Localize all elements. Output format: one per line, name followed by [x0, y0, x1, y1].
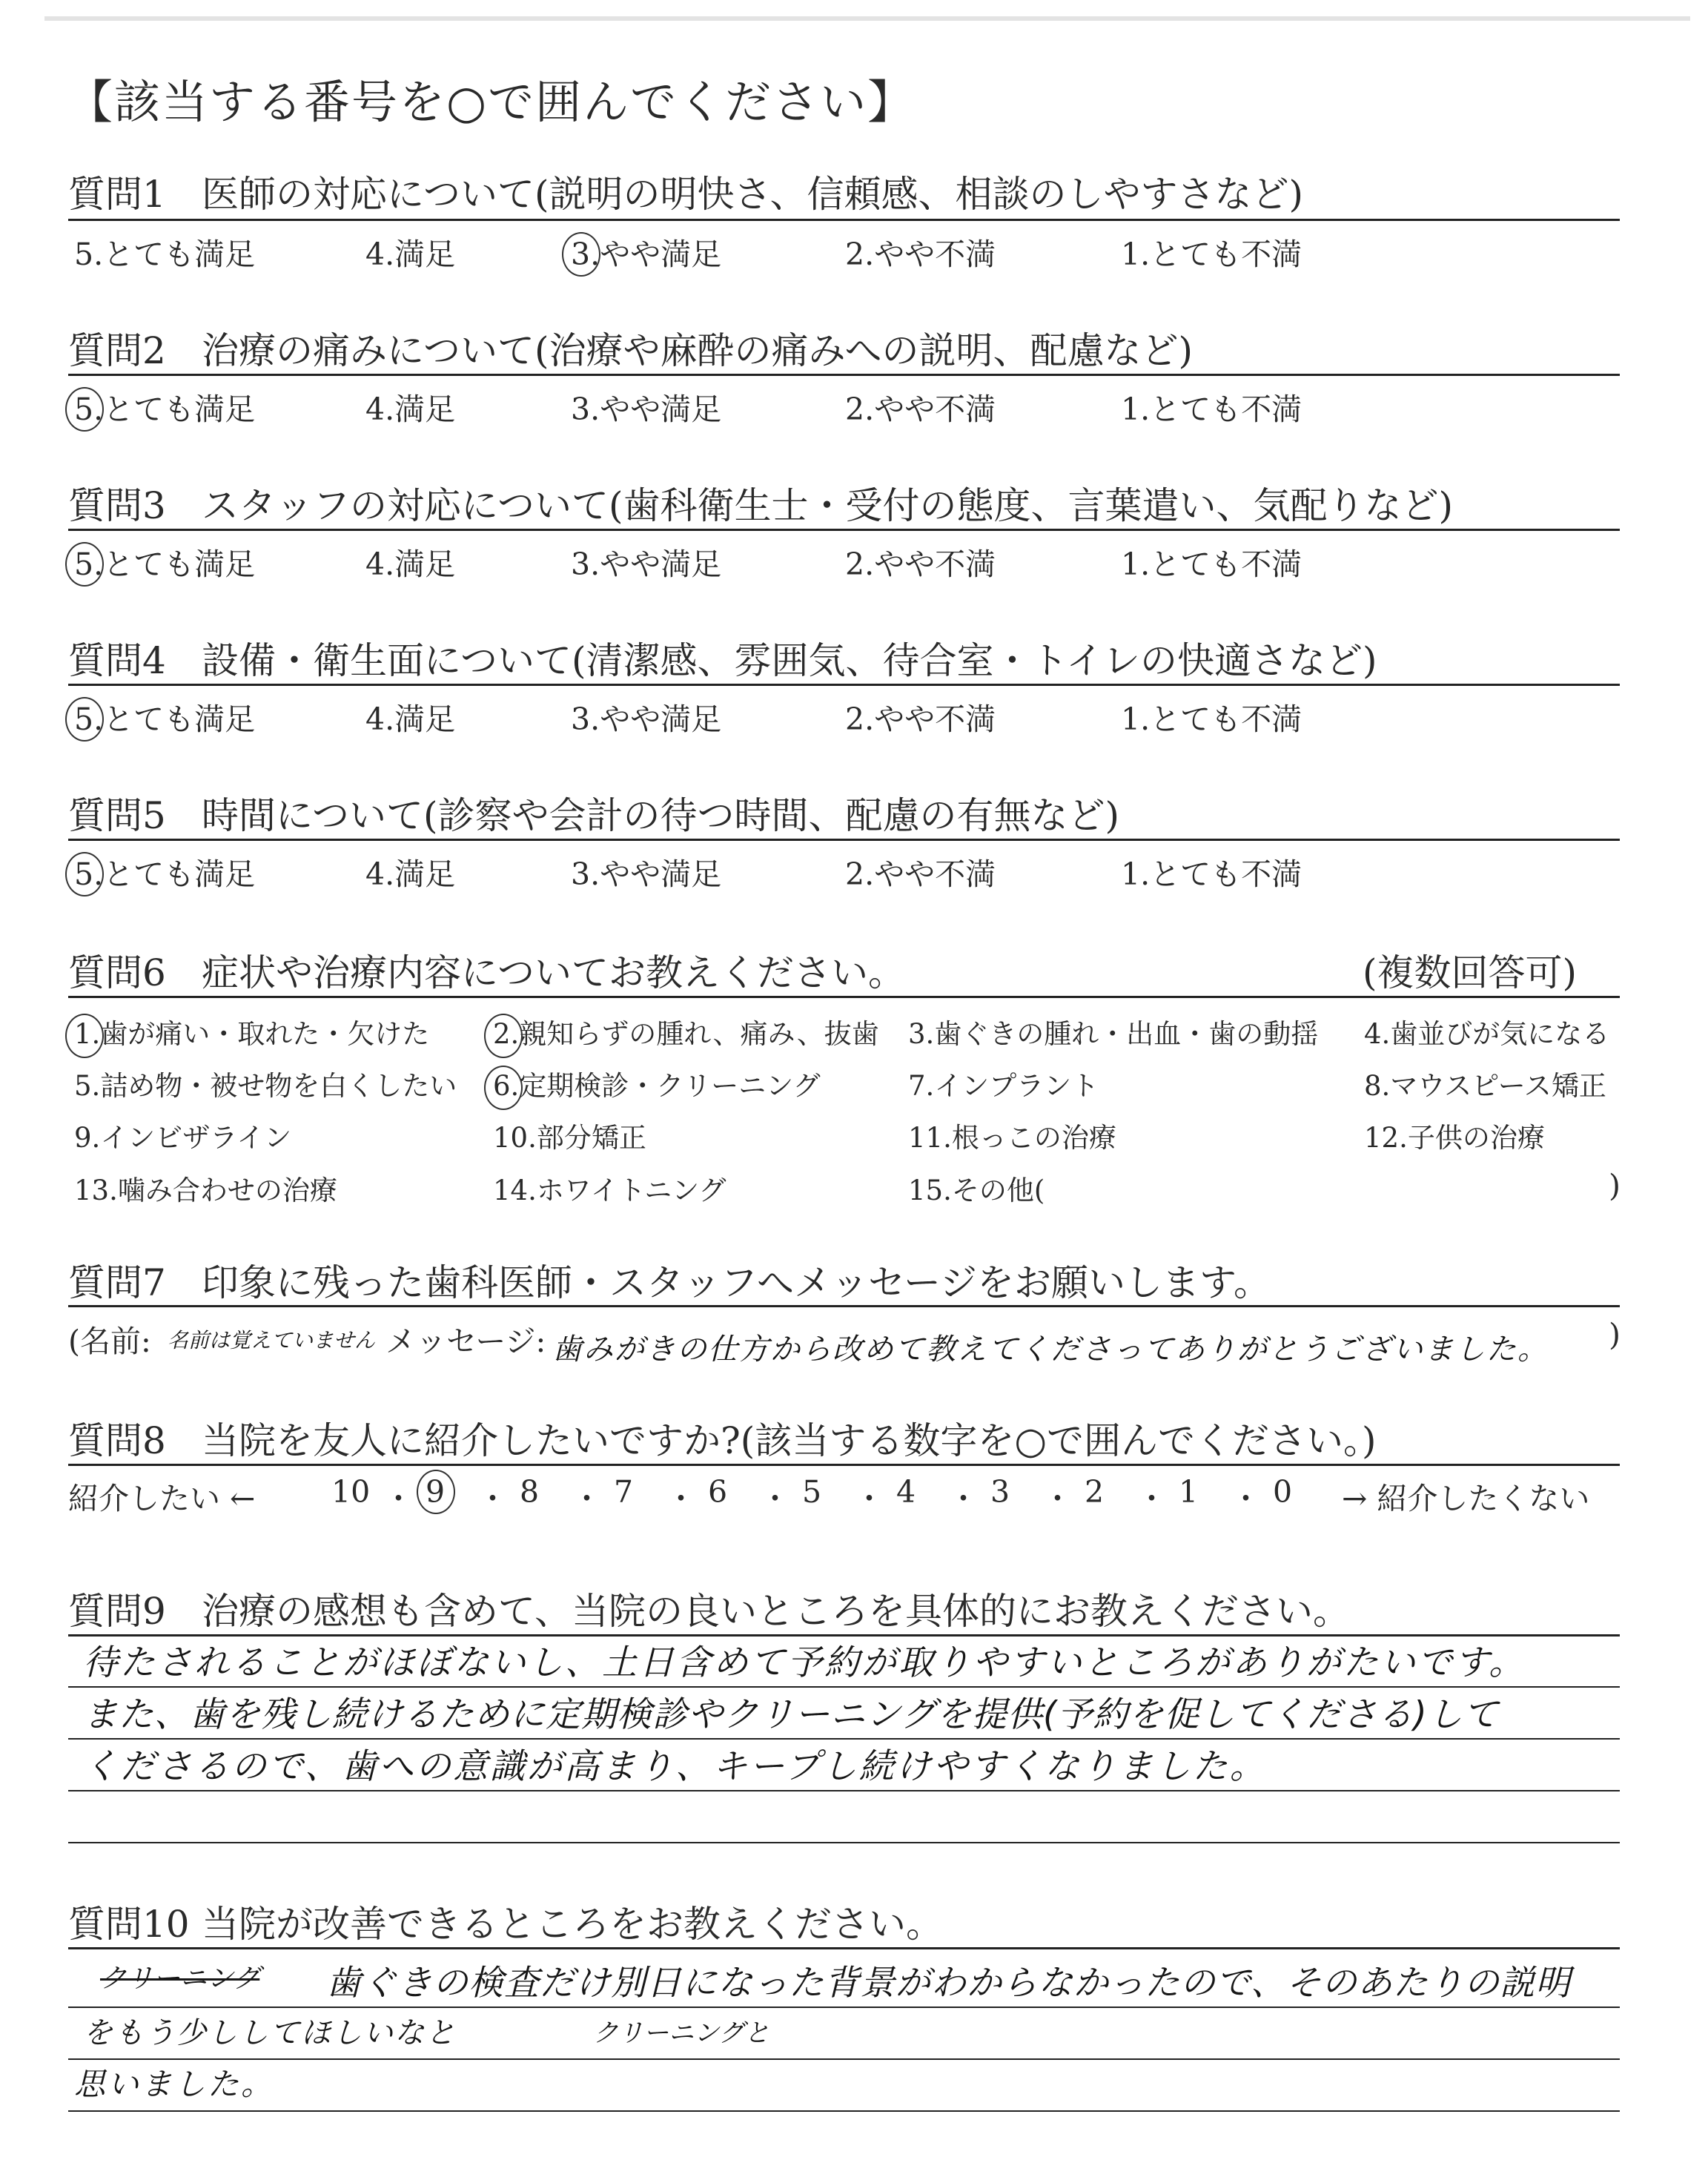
q5-option-2[interactable]: [845, 850, 996, 894]
scale-value-7[interactable]: 7: [614, 1474, 634, 1510]
option-number: 5.: [74, 701, 104, 737]
question-5-title: 質問5 時間について(診察や会計の待つ時間、配慮の有無など): [68, 794, 1120, 837]
q10-insertion: クリーニングと: [593, 2018, 769, 2048]
q9-line-4: [68, 1790, 1620, 1791]
scale-separator: ・: [383, 1481, 414, 1516]
option-label: とても満足: [103, 856, 256, 892]
scale-value-1[interactable]: 1: [1179, 1474, 1199, 1510]
q6-option-2[interactable]: [493, 1011, 879, 1051]
option-number: 5.: [74, 856, 104, 892]
option-label: やや不満: [874, 856, 996, 892]
q9-answer-line-1: 待たされることがほぼないし、土日含めて予約が取りやすいところがありがたいです。: [83, 1642, 1526, 1683]
option-number: 1.: [1121, 392, 1151, 427]
q4-option-2[interactable]: [845, 695, 996, 739]
q2-option-2[interactable]: [845, 385, 996, 429]
q10-answer-line-2: をもう少ししてほしいなと: [83, 2016, 457, 2050]
q5-option-3[interactable]: [571, 850, 721, 894]
scale-separator: ・: [572, 1481, 602, 1516]
option-label: やや満足: [600, 856, 722, 892]
scale-separator: ・: [666, 1481, 696, 1516]
question-4-title: 質問4 設備・衛生面について(清潔感、雰囲気、待合室・トイレの快適さなど): [68, 639, 1377, 682]
option-label: やや満足: [600, 546, 722, 582]
scale-value-4[interactable]: 4: [896, 1474, 916, 1510]
q3-option-5[interactable]: [74, 540, 255, 584]
q6-option-13[interactable]: [74, 1168, 337, 1208]
message-close-paren: ): [1609, 1317, 1621, 1353]
q4-option-4[interactable]: [365, 695, 455, 739]
option-label: とても不満: [1150, 546, 1302, 582]
question-1-title: 質問1 医師の対応について(説明の明快さ、信頼感、相談のしやすさなど): [68, 173, 1304, 216]
option-label: 根っこの治療: [951, 1122, 1116, 1154]
q6-option-12[interactable]: [1364, 1115, 1545, 1155]
option-number: 2.: [845, 701, 875, 737]
option-label: とても不満: [1150, 856, 1302, 892]
option-label: とても不満: [1150, 392, 1302, 427]
q1-option-2[interactable]: [845, 230, 996, 274]
option-label: インビザライン: [100, 1122, 292, 1154]
option-number: 11.: [908, 1122, 952, 1154]
question-9-title: 質問9 治療の感想も含めて、当院の良いところを具体的にお教えください。: [68, 1590, 1350, 1633]
option-label: 親知らずの腫れ、痛み、抜歯: [519, 1018, 879, 1050]
option-label: 歯並びが気になる: [1390, 1018, 1610, 1050]
option-label: とても満足: [103, 237, 256, 272]
question-10-title: 質問10 当院が改善できるところをお教えください。: [68, 1903, 943, 1946]
option-label: とても不満: [1150, 701, 1302, 737]
option-label: とても不満: [1150, 237, 1302, 272]
option-number: 4.: [365, 237, 395, 272]
question-1-rule: [68, 219, 1620, 221]
question-5-rule: [68, 839, 1620, 841]
q6-option-11[interactable]: [908, 1115, 1116, 1155]
q9-answer-line-3: くださるので、歯への意識が高まり、キープし続けやすくなりました。: [83, 1746, 1267, 1787]
option-number: 2.: [493, 1018, 520, 1050]
option-number: 4.: [1364, 1018, 1391, 1050]
option-label: 部分矯正: [536, 1122, 646, 1154]
option-label: その他(: [951, 1175, 1045, 1206]
option-label: 歯ぐきの腫れ・出血・歯の動揺: [934, 1018, 1319, 1050]
question-6-title: 質問6 症状や治療内容についてお教えください。: [68, 951, 905, 994]
option-number: 10.: [493, 1122, 537, 1154]
option-number: 1.: [1121, 701, 1151, 737]
option-number: 13.: [74, 1175, 118, 1206]
option-number: 3.: [571, 392, 600, 427]
name-label: (名前:: [68, 1324, 151, 1359]
option-label: 満足: [394, 392, 456, 427]
scale-value-2[interactable]: 2: [1085, 1474, 1105, 1510]
q2-option-1[interactable]: [1121, 385, 1302, 429]
q2-option-4[interactable]: [365, 385, 455, 429]
q1-option-4[interactable]: [365, 230, 455, 274]
q6-option-9[interactable]: [74, 1115, 291, 1155]
q9-answer-line-2: また、歯を残し続けるために定期検診やクリーニングを提供(予約を促してくださる)して: [83, 1694, 1499, 1735]
option-number: 2.: [845, 546, 875, 582]
other-close-paren: ): [1609, 1168, 1621, 1203]
question-10-rule: [68, 1947, 1620, 1949]
scale-separator: ・: [1042, 1481, 1073, 1516]
option-label: インプラント: [934, 1070, 1099, 1102]
q6-option-6[interactable]: [493, 1063, 821, 1103]
option-label: 定期検診・クリーニング: [519, 1070, 821, 1102]
scale-value-10[interactable]: 10: [331, 1474, 371, 1510]
option-number: 4.: [365, 546, 395, 582]
q4-option-3[interactable]: [571, 695, 721, 739]
option-label: マウスピース矯正: [1390, 1070, 1606, 1102]
scale-separator: ・: [760, 1481, 790, 1516]
scale-separator: ・: [854, 1481, 884, 1516]
option-number: 4.: [365, 392, 395, 427]
option-label: 満足: [394, 546, 456, 582]
q2-option-3[interactable]: [571, 385, 721, 429]
q6-option-5[interactable]: [74, 1063, 457, 1103]
scale-value-5[interactable]: 5: [802, 1474, 822, 1510]
q1-option-1[interactable]: [1121, 230, 1302, 274]
q10-line-2: [68, 2007, 1620, 2008]
question-2-rule: [68, 374, 1620, 376]
question-2-title: 質問2 治療の痛みについて(治療や麻酔の痛みへの説明、配慮など): [68, 329, 1194, 372]
option-label: やや満足: [600, 392, 722, 427]
q4-option-5[interactable]: [74, 695, 255, 739]
option-label: とても満足: [103, 392, 256, 427]
option-number: 2.: [845, 856, 875, 892]
q10-line-3: [68, 2058, 1620, 2060]
option-number: 1.: [1121, 237, 1151, 272]
q6-option-7[interactable]: [908, 1063, 1099, 1103]
q1-option-5[interactable]: [74, 230, 255, 274]
option-number: 3.: [571, 546, 600, 582]
q3-option-2[interactable]: [845, 540, 996, 584]
option-number: 1.: [1121, 856, 1151, 892]
q5-option-4[interactable]: [365, 850, 455, 894]
top-border: [44, 16, 1690, 21]
option-number: 5.: [74, 1070, 101, 1102]
q6-option-3[interactable]: [908, 1011, 1318, 1051]
scale-value-3[interactable]: 3: [990, 1474, 1010, 1510]
q6-option-14[interactable]: [493, 1168, 726, 1208]
question-8-title: 質問8 当院を友人に紹介したいですか?(該当する数字を○で囲んでください。): [68, 1419, 1377, 1462]
option-label: やや不満: [874, 392, 996, 427]
q10-answer-line-3: 思いました。: [74, 2066, 275, 2102]
option-number: 3.: [571, 237, 600, 272]
option-number: 3.: [571, 856, 600, 892]
q10-struck-word: クリーニング: [100, 1964, 260, 1994]
q3-option-4[interactable]: [365, 540, 455, 584]
option-number: 5.: [74, 546, 104, 582]
option-label: 満足: [394, 237, 456, 272]
message-label: メッセージ:: [385, 1324, 546, 1359]
scale-separator: ・: [948, 1481, 979, 1516]
option-label: ホワイトニング: [536, 1175, 726, 1206]
q9-line-5: [68, 1842, 1620, 1843]
option-number: 9.: [74, 1122, 101, 1154]
option-number: 5.: [74, 392, 104, 427]
q5-option-5[interactable]: [74, 850, 255, 894]
q3-option-1[interactable]: [1121, 540, 1302, 584]
question-4-rule: [68, 684, 1620, 686]
option-number: 7.: [908, 1070, 935, 1102]
scale-value-8[interactable]: 8: [520, 1474, 540, 1510]
question-8-rule: [68, 1464, 1620, 1466]
q6-option-4[interactable]: [1364, 1011, 1609, 1051]
form-title: 【該当する番号を○で囲んでください】: [67, 75, 916, 129]
option-number: 5.: [74, 237, 104, 272]
option-label: 歯が痛い・取れた・欠けた: [100, 1018, 430, 1050]
option-label: やや満足: [600, 701, 722, 737]
q10-line-4: [68, 2110, 1620, 2112]
option-number: 15.: [908, 1175, 952, 1206]
option-number: 1.: [1121, 546, 1151, 582]
scale-value-0[interactable]: 0: [1273, 1474, 1293, 1510]
option-number: 6.: [493, 1070, 520, 1102]
q2-option-5[interactable]: [74, 385, 255, 429]
option-label: とても満足: [103, 701, 256, 737]
question-7-rule: [68, 1305, 1620, 1307]
option-number: 1.: [74, 1018, 101, 1050]
option-number: 14.: [493, 1175, 537, 1206]
scale-separator: ・: [477, 1481, 508, 1516]
q10-answer-line-1: 歯ぐきの検査だけ別日になった背景がわからなかったので、そのあたりの説明: [326, 1963, 1572, 2004]
option-label: やや不満: [874, 546, 996, 582]
q4-option-1[interactable]: [1121, 695, 1302, 739]
option-number: 4.: [365, 701, 395, 737]
option-label: 詰め物・被せ物を白くしたい: [100, 1070, 457, 1102]
option-number: 2.: [845, 237, 875, 272]
option-label: やや満足: [600, 237, 722, 272]
option-number: 2.: [845, 392, 875, 427]
option-label: 子供の治療: [1407, 1122, 1545, 1154]
q3-option-3[interactable]: [571, 540, 721, 584]
scale-value-6[interactable]: 6: [708, 1474, 728, 1510]
option-number: 12.: [1364, 1122, 1408, 1154]
q6-option-10[interactable]: [493, 1115, 646, 1155]
scale-separator: ・: [1231, 1481, 1261, 1516]
option-label: 満足: [394, 701, 456, 737]
scale-left-label: 紹介したい ←: [68, 1481, 256, 1516]
q6-option-15[interactable]: [908, 1168, 1045, 1208]
question-3-rule: [68, 529, 1620, 531]
message-value: 歯みがきの仕方から改めて教えてくださってありがとうございました。: [552, 1332, 1549, 1367]
option-number: 8.: [1364, 1070, 1391, 1102]
option-label: 満足: [394, 856, 456, 892]
scale-separator: ・: [1136, 1481, 1167, 1516]
question-6-note: (複数回答可): [1363, 951, 1578, 994]
option-number: 3.: [571, 701, 600, 737]
option-label: とても満足: [103, 546, 256, 582]
name-value: 名前は覚えていません: [168, 1328, 376, 1353]
option-number: 3.: [908, 1018, 935, 1050]
option-number: 4.: [365, 856, 395, 892]
option-label: 噛み合わせの治療: [117, 1175, 337, 1206]
q6-option-8[interactable]: [1364, 1063, 1606, 1103]
question-3-title: 質問3 スタッフの対応について(歯科衛生士・受付の態度、言葉遣い、気配りなど): [68, 484, 1454, 527]
scale-value-9[interactable]: 9: [426, 1474, 446, 1510]
question-7-title: 質問7 印象に残った歯科医師・スタッフへメッセージをお願いします。: [68, 1261, 1271, 1304]
q1-option-3[interactable]: [571, 230, 721, 274]
q5-option-1[interactable]: [1121, 850, 1302, 894]
option-label: やや不満: [874, 701, 996, 737]
scale-right-label: → 紹介したくない: [1342, 1481, 1590, 1516]
question-6-rule: [68, 996, 1620, 998]
q6-option-1[interactable]: [74, 1011, 429, 1051]
option-label: やや不満: [874, 237, 996, 272]
